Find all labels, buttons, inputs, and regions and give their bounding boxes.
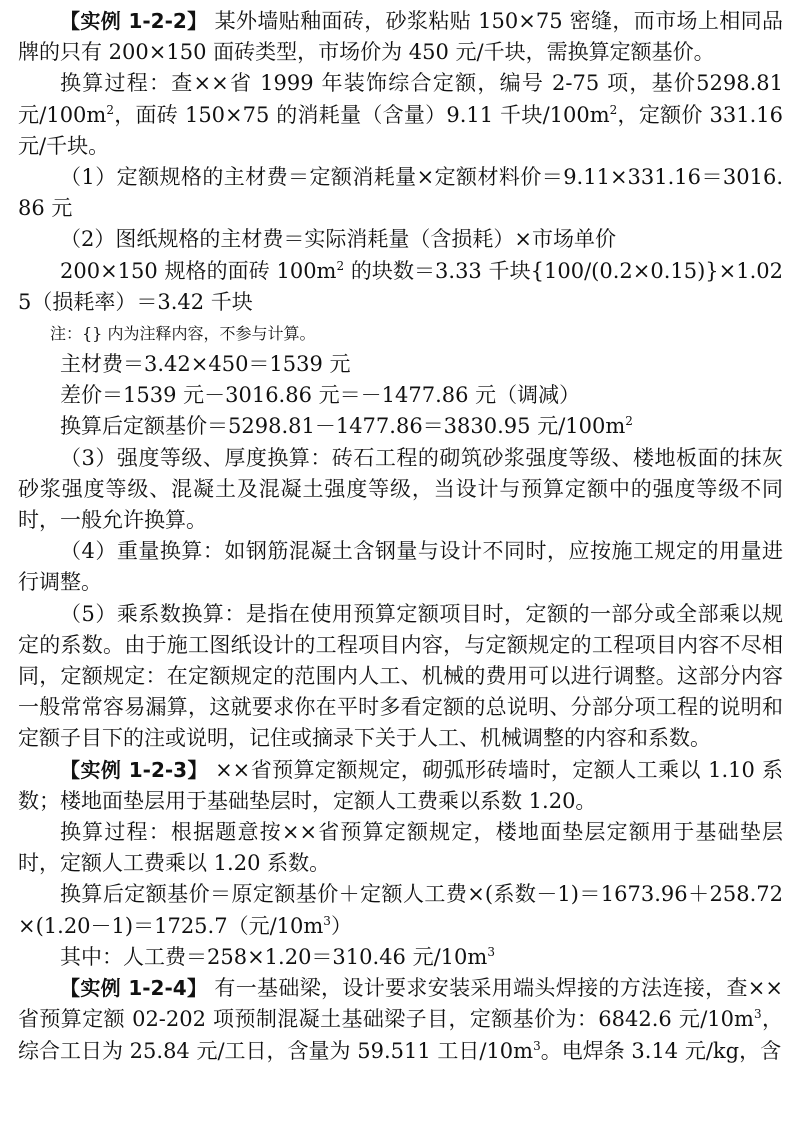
text-run: 换算后定额基价＝5298.81－1477.86＝3830.95 元/100m [60,414,626,439]
superscript: 3 [487,944,495,959]
converted-base-price-2 [18,879,783,941]
text-run: ） [330,913,352,938]
text-run: 换算过程：查××省 1999 年装饰综合定额，编号 2-75 项，基价5298.81 元/100m [18,71,783,127]
superscript: 3 [323,913,331,928]
item-2: （2）图纸规格的主材费＝实际消耗量（含损耗）×市场单价 [60,227,616,252]
text-run: 有一基础梁，设计要求安装采用端头焊接的方法连接，查××省预算定额 02-202 项预制混凝土基础梁子目，定额基价为：6842.6 元/10m [18,976,783,1032]
item-5: （5）乘系数换算：是指在使用预算定额项目时，定额的一部分或全部乘以规定的系数。由于施工图纸设计的工程项目内容，与定额规定的工程项目内容不尽相同，定额规定：在定额规定的范围内人工、机械的费用可以进行调整。这部分内容一般常常容易漏算，这就要求你在平时多看定额的总说明、分部分项工程的说明和定额子目下的注或说明，记住或摘录下关于人工、机械调整的内容和系数。 [18,601,783,751]
text-run: ，综合工日为 25.84 元/工日，含量为 59.511 工日/10m [18,1007,783,1063]
example-1-2-2 [18,6,783,68]
superscript: 2 [106,102,114,117]
labor-cost [18,942,783,973]
superscript: 2 [609,102,618,117]
example-text: ××省预算定额规定，砌弧形砖墙时，定额人工乘以 1.10 系数；楼地面垫层用于基础垫层时，定额人工费乘以系数 1.20。 [18,757,783,813]
price-difference: 差价＝1539 元－3016.86 元＝－1477.86 元（调减） [60,383,581,408]
example-1-2-3 [18,755,783,817]
superscript: 2 [625,414,633,429]
example-1-2-4 [18,973,783,1067]
superscript: 2 [336,258,345,273]
item-4: （4）重量换算：如钢筋混凝土含钢量与设计不同时，应按施工规定的用量进行调整。 [18,539,783,595]
calculation-process-2: 换算过程：根据题意按××省预算定额规定，楼地面垫层定额用于基础垫层时，定额人工费乘以 1.20 系数。 [18,820,783,876]
text-run: ，面砖 150×75 的消耗量（含量）9.11 千块/100m [113,102,610,127]
converted-base-price-1 [18,411,783,442]
text-run: 换算后定额基价＝原定额基价＋定额人工费×(系数－1)＝1673.96＋258.72 ×(1.20－1)＝1725.7（元/10m [18,882,783,938]
example-label: 【实例 1-2-4】 [60,976,208,1001]
superscript: 3 [533,1038,541,1053]
superscript: 3 [753,1007,762,1022]
text-run: 其中：人工费＝258×1.20＝310.46 元/10m [60,944,488,969]
text-run: 。电焊条 3.14 元/kg，含 [540,1038,782,1063]
annotation-note: 注：{} 内为注释内容，不参与计算。 [50,324,316,344]
block-count-line [18,256,783,318]
main-material-cost: 主材费＝3.42×450＝1539 元 [60,352,351,377]
item-3: （3）强度等级、厚度换算：砖石工程的砌筑砂浆强度等级、楼地板面的抹灰砂浆强度等级、混凝土及混凝土强度等级，当设计与预算定额中的强度等级不同时，一般允许换算。 [18,445,783,533]
example-label: 【实例 1-2-3】 [60,757,208,782]
example-label: 【实例 1-2-2】 [60,9,208,33]
item-1: （1）定额规格的主材费＝定额消耗量×定额材料价＝9.11×331.16＝3016.86 元 [18,165,783,221]
text-run: 的块数＝3.33 千块{100/(0.2×0.15)}×1.025（损耗率）＝3.42 千块 [18,258,783,314]
calculation-process-1 [18,68,783,162]
example-text: 某外墙贴釉面砖，砂浆粘贴 150×75 密缝，而市场上相同品牌的只有 200×150 面砖类型，市场价为 450 元/千块，需换算定额基价。 [18,9,783,65]
text-run: ，定额价 331.16 元/千块。 [18,102,784,158]
text-run: 200×150 规格的面砖 100m [60,258,337,283]
